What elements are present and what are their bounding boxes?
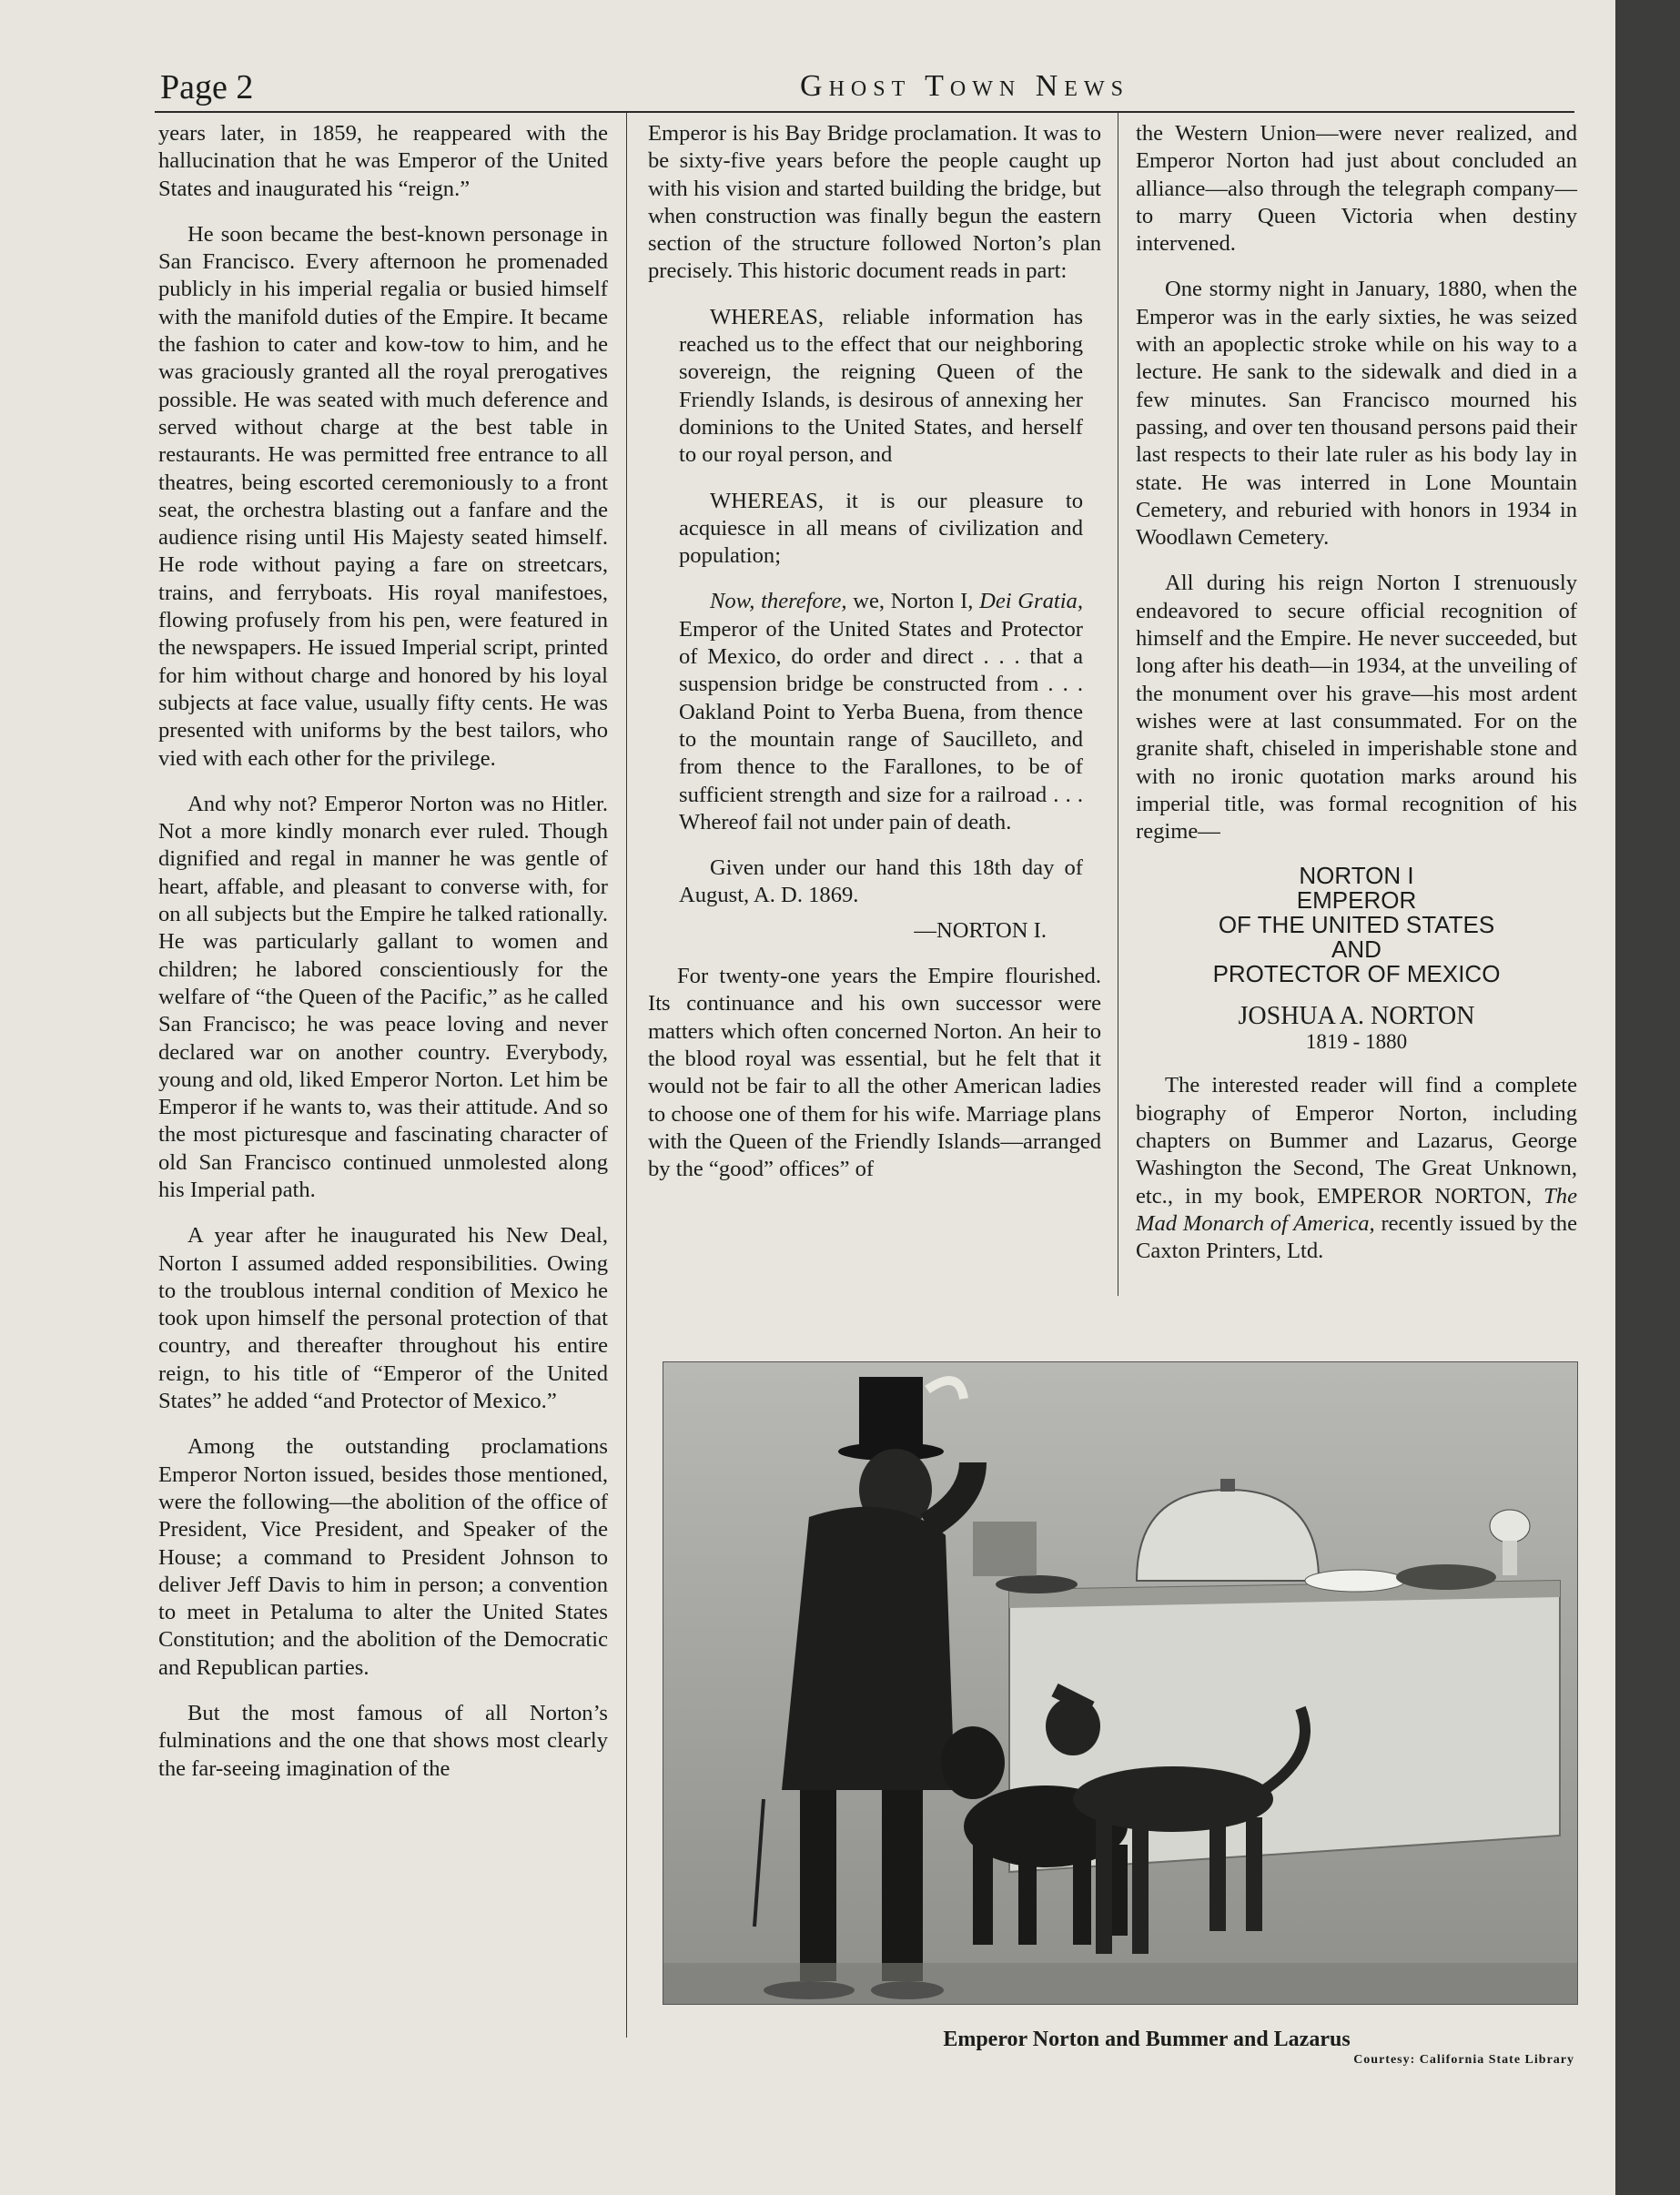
figure-caption: Emperor Norton and Bummer and Lazarus (943, 2028, 1351, 2051)
proclamation-signature: —NORTON I. (914, 917, 1047, 943)
italic-text: Now, therefore, (710, 589, 847, 614)
inscription-line: OF THE UNITED STATES (1218, 911, 1495, 939)
page-number: Page 2 (160, 68, 254, 106)
paragraph: And why not? Emperor Norton was no Hitler. Not a more kindly monarch ever ruled. Though dignified and regal in manner he was gentle of heart, affable, and pleasant to converse with, for on all subjects but the Empire he talked rationally. He was particularly gallant to women and children; he labored conscientiously for the welfare of “the Queen of the Pacific,” as he called San Francisco; he was peace loving and never declared war on another country. Everybody, young and old, liked Emperor Norton. Let him be Emperor if he wants to, was their attitude. And so the most picturesque and fascinating character of old San Francisco continued unmolested along his Imperial path. (158, 791, 608, 1202)
paragraph: All during his reign Norton I strenuously endeavored to secure official recognition of himself and the Empire. He never succeeded, but long after his death—in 1934, at the unveiling of the monument over his grave—his most ardent wishes were at last consummated. For on the granite shaft, chiseled in imperishable stone and with no ironic quotation marks around his imperial title, was formal recognition of his regime— (1136, 571, 1577, 845)
proclamation-quote (648, 588, 1101, 836)
paragraph: One stormy night in January, 1880, when the Emperor was in the early sixties, he was seized with an apoplectic stroke while on his way to a lecture. He sank to the sidewalk and died in a few minutes. San Francisco mourned his passing, and over ten thousand persons paid their last respects to their late ruler as his body lay in state. He was interred in Lone Mountain Cemetery, and reburied with honors in 1934 in Woodlawn Cemetery. (1136, 277, 1577, 551)
column-divider (626, 113, 627, 2038)
paragraph: years later, in 1859, he reappeared with the hallucination that he was Emperor of the United States and inaugurated his “reign.” (158, 121, 608, 201)
proclamation-quote: WHEREAS, it is our pleasure to acquiesce in all means of civilization and population; (679, 488, 1083, 569)
article-column-2 (648, 120, 1101, 1201)
article-column-1 (158, 120, 608, 1801)
text-span: recently issued by the Caxton Printers, Ltd. (1136, 1210, 1577, 1264)
text-span: we, Norton I, (846, 589, 980, 614)
paragraph (1136, 1072, 1577, 1265)
paragraph: Among the outstanding proclamations Emperor Norton issued, besides those mentioned, were the following—the abolition of the office of President, Vice President, and Speaker of the House; a command to President Johnson to deliver Jeff Davis to him in person; a convention to meet in Petaluma to alter the United States Constitution; and the abolition of the Democratic and Republican parties. (158, 1434, 608, 1680)
monument-years: 1819 - 1880 (1305, 1030, 1408, 1054)
paragraph: Emperor is his Bay Bridge proclamation. It was to be sixty-five years before the people caught up with his vision and started building the bridge, but when construction was finally begun the eastern section of the structure followed Norton’s plan precisely. This historic document reads in part: (648, 121, 1101, 284)
monument-name: JOSHUA A. NORTON (1238, 1002, 1475, 1031)
paragraph: For twenty-one years the Empire flourished. Its continuance and his own successor were matters which often concerned Norton. An heir to the blood royal was essential, but he felt that it would not be fair to all the other American ladies to choose one of them for his wife. Marriage plans with the Queen of the Friendly Islands—arranged by the “good” offices” of (648, 964, 1101, 1182)
paragraph: the Western Union—were never realized, and Emperor Norton had just about concluded an alliance—also through the telegraph company—to marry Queen Victoria when destiny intervened. (1136, 121, 1577, 257)
text-span: Emperor of the United States and Protector of Mexico, do order and direct . . . that a suspension bridge be constructed from . . . Oakland Point to Yerba Buena, from thence to the mountain range of Saucilleto, and from thence to the Farallones, to be of sufficient strength and size for a railroad . . . Whereof fail not under pain of death. (679, 616, 1083, 835)
figure-credit: Courtesy: California State Library (1353, 2053, 1574, 2067)
paragraph: He soon became the best-known personage in San Francisco. Every afternoon he promenaded publicly in his imperial regalia or busied himself with the manifold duties of the Empire. It became the fashion to cater and kow-tow to him, and he was graciously granted all the royal prerogatives possible. He was seated with much deference and served without charge at the best table in restaurants. He was permitted free entrance to all theatres, being escorted ceremoniously to a front seat, the orchestra blasting out a fanfare and the audience rising until His Majesty seated himself. He rode without paying a fare on streetcars, trains, and ferryboats. His royal manifestoes, flowing profusely from his pen, were featured in the newspapers. He issued Imperial script, printed for him without charge and honored by his loyal subjects at face value, usually fifty cents. He was presented with uniforms by the best tailors, who vied with each other for the privilege. (158, 221, 608, 771)
masthead-title: Ghost Town News (800, 69, 1129, 103)
inscription-line: NORTON I (1299, 862, 1414, 890)
proclamation-quote: WHEREAS, reliable information has reached us to the effect that our neighboring sovereign, the reigning Queen of the Friendly Islands, is desirous of annexing her dominions to the United States, and herself to our royal person, and (679, 304, 1083, 468)
proclamation-quote: Given under our hand this 18th day of August, A. D. 1869. (679, 855, 1083, 908)
page-header (155, 64, 1574, 113)
inscription-line: AND (1331, 936, 1381, 964)
inscription-line: PROTECTOR OF MEXICO (1212, 960, 1501, 988)
monument-inscription (1136, 864, 1577, 986)
inscription-line: EMPEROR (1296, 886, 1417, 915)
illustration-emperor-norton-with-dogs (663, 1361, 1578, 2005)
text-span: The interested reader will find a complete biography of Emperor Norton, including chapters on Bummer and Lazarus, George Washington the Second, The Great Unknown, etc., in my book, EMPEROR NORTON, (1136, 1073, 1577, 1209)
monument-name-block (1136, 1003, 1577, 1054)
italic-text: The Mad Monarch of America, (1136, 1183, 1577, 1236)
paragraph: But the most famous of all Norton’s fulminations and the one that shows most clearly the far-seeing imagination of the (158, 1701, 608, 1781)
engraving-image (663, 1362, 1577, 2004)
italic-text: Dei Gratia, (979, 589, 1083, 614)
paragraph: A year after he inaugurated his New Deal, Norton I assumed added responsibilities. Owing to the troublous internal condition of Mexico he took upon himself the personal protection of that country, and thereafter throughout his entire reign, to his title of “Emperor of the United States” he added “and Protector of Mexico.” (158, 1223, 608, 1414)
article-column-3 (1136, 120, 1577, 1284)
